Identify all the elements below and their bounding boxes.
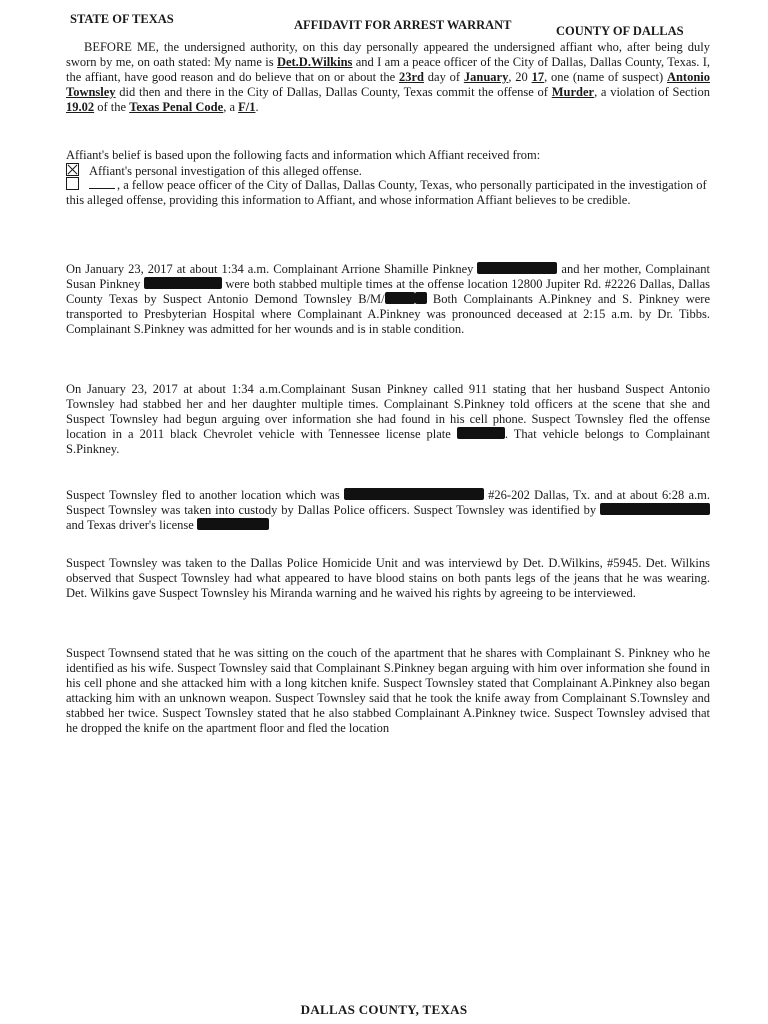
intro-text: , 20 bbox=[508, 70, 532, 84]
redaction-block bbox=[415, 292, 427, 304]
basis-lead: Affiant's belief is based upon the following facts and information which Affiant received from: bbox=[66, 148, 541, 162]
intro-text: , a bbox=[223, 100, 239, 114]
affiant-name: Det.D.Wilkins bbox=[276, 55, 353, 69]
penal-code: Texas Penal Code bbox=[129, 100, 224, 114]
redaction-block bbox=[144, 277, 222, 289]
intro-text: and I am a peace officer of the City of Dallas, Dallas County, Texas. I, the affiant, have good reason and do believe that on or about the bbox=[66, 55, 710, 84]
state-label: STATE OF TEXAS bbox=[70, 12, 174, 26]
footer-county: DALLAS COUNTY, TEXAS bbox=[300, 1002, 468, 1017]
redaction-block bbox=[477, 262, 557, 274]
narrative-text: Suspect Townsley fled to another location which was bbox=[66, 488, 344, 502]
intro-text: of the bbox=[94, 100, 130, 114]
redaction-block bbox=[344, 488, 484, 500]
basis-option-label: , a fellow peace officer of the City of Dallas, Dallas County, Texas, who personally participated in the investigation of this alleged offense, providing this information to Affiant, and whose information Affiant believes to be credible. bbox=[66, 178, 707, 207]
intro-text: . bbox=[255, 100, 259, 114]
narrative-text: and her mother, Complainant Susan Pinkney bbox=[66, 262, 710, 291]
intro-paragraph bbox=[66, 40, 710, 115]
basis-option-officer bbox=[66, 177, 710, 208]
intro-text: , a violation of Section bbox=[594, 85, 710, 99]
offense-year: 17 bbox=[531, 70, 545, 84]
intro-text: did then and there in the City of Dallas, Dallas County, Texas commit the offense of bbox=[115, 85, 552, 99]
redaction-block bbox=[600, 503, 710, 515]
offense-day: 23rd bbox=[398, 70, 424, 84]
narrative-text: #26-202 Dallas, Tx. and at about 6:28 a.m. Suspect Townsley was taken into custody by Dallas Police officers. Suspect Townsley was identified by bbox=[66, 488, 710, 517]
officer-name-blank bbox=[89, 188, 115, 189]
narrative-text: On January 23, 2017 at about 1:34 a.m. Complainant Arrione Shamille Pinkney bbox=[66, 262, 478, 276]
redaction-block bbox=[457, 427, 505, 439]
document-title: AFFIDAVIT FOR ARREST WARRANT bbox=[294, 18, 512, 32]
intro-text: day of bbox=[423, 70, 464, 84]
offense-month: January bbox=[463, 70, 509, 84]
intro-text: BEFORE ME, the undersigned authority, on this day personally appeared the undersigned affiant who, after being duly sworn by me, on oath stated: My name is bbox=[66, 40, 710, 69]
narrative-paragraph-4: Suspect Townsley was taken to the Dallas Police Homicide Unit and was interviewd by Det. D.Wilkins, #5945. Det. Wilkins observed that Suspect Townsley had what appeared to have blood stains on both pants legs of the jeans that he was wearing. Det. Wilkins gave Suspect Townsley his Miranda warning and he waived his rights by agreeing to be interviewed. bbox=[66, 556, 710, 600]
narrative-text: . That vehicle belongs to Complainant S.Pinkney. bbox=[66, 427, 710, 456]
redaction-block bbox=[385, 292, 415, 304]
narrative-text: and Texas driver's license bbox=[66, 518, 197, 532]
county-label: COUNTY OF DALLAS bbox=[556, 24, 684, 38]
suspect-name: Antonio Townsley bbox=[66, 70, 711, 99]
offense-type: Murder bbox=[551, 85, 595, 99]
narrative-paragraph-5: Suspect Townsend stated that he was sitting on the couch of the apartment that he shares with Complainant S. Pinkney who he identified as his wife. Suspect Townsley said that Complainant S.Pinkney began arguing with him over information she found in his cell phone and she attacked him with a long kitchen knife. Suspect Townsley stated that Complainant A.Pinkney also began attacking him with an unknown weapon. Suspect Townsley said that he took the knife away from Complainant S.Townsley and stabbed her twice. Suspect Townsley stated that he also stabbed Complainant A.Pinkney twice. Suspect Townsley advised that he dropped the knife on the apartment floor and fled the location bbox=[66, 646, 710, 735]
offense-degree: F/1 bbox=[238, 100, 256, 114]
narrative-text: were both stabbed multiple times at the offense location 12800 Jupiter Rd. #2226 Dallas, Dallas County Texas by Suspect Antonio Demond Townsley B/M/ bbox=[66, 277, 710, 306]
penal-section: 19.02 bbox=[66, 100, 95, 114]
narrative-text: Both Complainants A.Pinkney and S. Pinkney were transported to Presbyterian Hospital where Complainant A.Pinkney was pronounced deceased at 2:15 a.m. by Dr. Tibbs. Complainant S.Pinkney was admitted for her wounds and is in stable condition. bbox=[66, 292, 710, 336]
intro-text: , one (name of suspect) bbox=[544, 70, 667, 84]
document-header bbox=[68, 10, 708, 40]
narrative-text: On January 23, 2017 at about 1:34 a.m.Complainant Susan Pinkney called 911 stating that her husband Suspect Antonio Townsley had stabbed her and her daughter multiple times. Complainant S.Pinkney told officers at the scene that she and Suspect Townsley had begun arguing over information she had found in his cell phone. Suspect Townsley fled the offense location in a 2011 black Chevrolet vehicle with Tennessee license plate bbox=[66, 382, 710, 441]
narrative-paragraph-1 bbox=[66, 262, 710, 337]
basis-option-label: Affiant's personal investigation of this alleged offense. bbox=[89, 164, 362, 178]
unchecked-box-icon bbox=[66, 177, 79, 190]
redaction-block bbox=[197, 518, 269, 530]
narrative-paragraph-2 bbox=[66, 382, 710, 457]
narrative-paragraph-3 bbox=[66, 488, 710, 533]
checked-box-icon bbox=[66, 163, 79, 176]
